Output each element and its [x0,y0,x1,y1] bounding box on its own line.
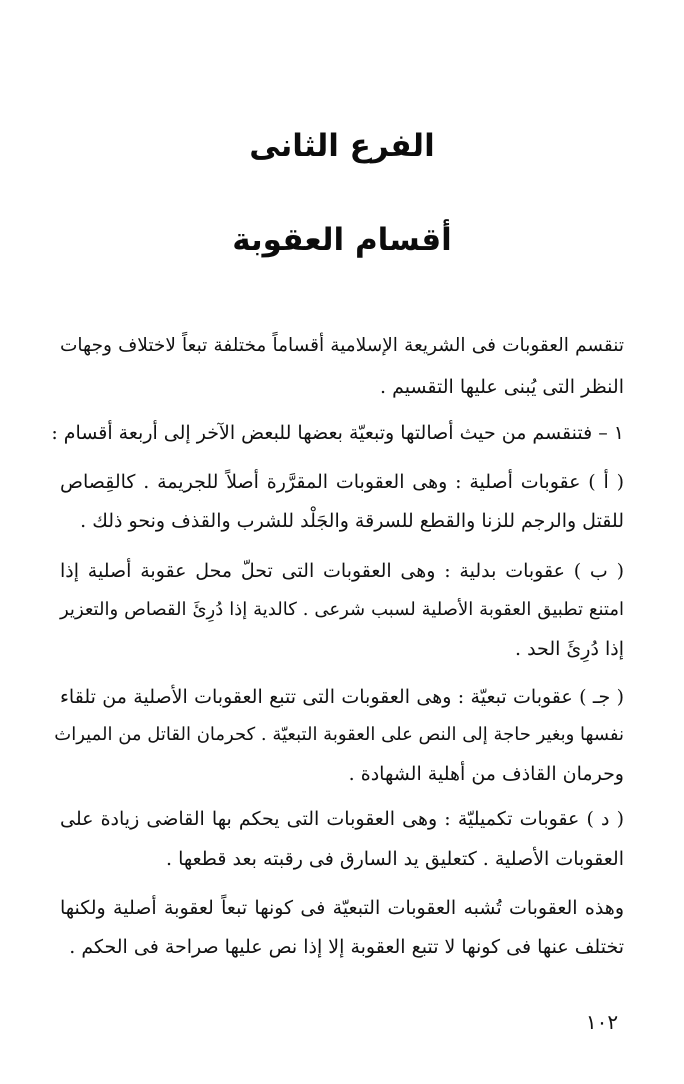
item-a-line-2: للقتل والرجم للزنا والقطع للسرقة والجَلْد للشرب والقذف ونحو ذلك . [80,510,624,532]
intro-line-1: تنقسم العقوبات فى الشريعة الإسلامية أقساماً مختلفة تبعاً لاختلاف وجهات [60,335,624,356]
item-d-line-2: العقوبات الأصلية . كتعليق يد السارق فى رقبته بعد قطعها . [166,848,624,870]
closing-line-1: وهذه العقوبات تُشبه العقوبات التبعيّة فى كونها تبعاً لعقوبة أصلية ولكنها [60,897,624,919]
branch-heading: الفرع الثانى [249,128,435,164]
closing-line-2: تختلف عنها فى كونها لا تتبع العقوبة إلا إذا نص عليها صراحة فى الحكم . [69,936,624,958]
intro-line-2: النظر التى يُبنى عليها التقسيم . [380,376,624,398]
item-b-line-2: امتنع تطبيق العقوبة الأصلية لسبب شرعى . كالدية إذا دُرِئَ القصاص والتعزير [60,599,624,620]
item-c-line-2: نفسها وبغير حاجة إلى النص على العقوبة التبعيّة . كحرمان القاتل من الميراث [54,724,624,745]
item-b-line-1: ( ب ) عقوبات بدلية : وهى العقوبات التى تحلّ محل عقوبة أصلية إذا [60,560,624,582]
page-number: ١٠٢ [585,1010,619,1034]
point-1-line-1: ١ – فتنقسم من حيث أصالتها وتبعيّة بعضها للبعض الآخر إلى أربعة أقسام : [51,422,624,444]
item-b-line-3: إذا دُرِئَ الحد . [515,638,624,660]
item-a-line-1: ( أ ) عقوبات أصلية : وهى العقوبات المقرَّرة أصلاً للجريمة . كالقِصاص [60,471,624,493]
item-d-line-1: ( د ) عقوبات تكميليّة : وهى العقوبات التى يحكم بها القاضى زيادة على [60,808,624,830]
item-c-line-3: وحرمان القاذف من أهلية الشهادة . [348,763,624,785]
section-heading: أقسام العقوبة [232,222,452,258]
item-c-line-1: ( جـ ) عقوبات تبعيّة : وهى العقوبات التى تتبع العقوبات الأصلية من تلقاء [60,686,624,708]
